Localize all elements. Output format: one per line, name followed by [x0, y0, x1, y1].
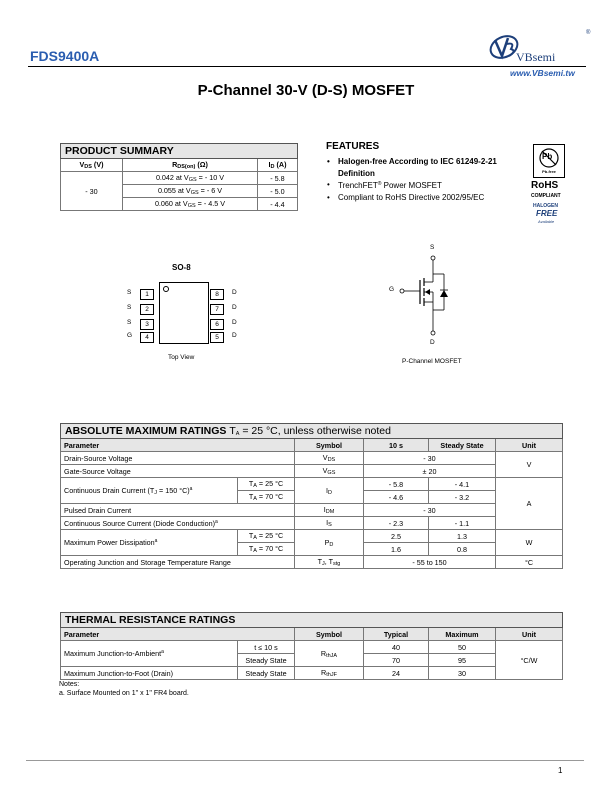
param-cell: Gate-Source Voltage [61, 465, 295, 478]
registered-mark: ® [586, 30, 591, 36]
symbol-cell: $I_D$ [295, 478, 364, 504]
part-number: FDS9400A [30, 48, 100, 64]
symbol-cell: $I_S$ [295, 517, 364, 530]
value-cell: - 2.3 [364, 517, 429, 530]
value-cell: - 3.2 [429, 491, 496, 504]
pin-number: 6 [210, 319, 224, 330]
id-value: - 4.4 [258, 198, 298, 211]
unit-cell: °C/W [496, 641, 563, 680]
col-unit: Unit [496, 628, 563, 641]
pin-layout [124, 287, 244, 347]
symbol-cell: $P_D$ [295, 530, 364, 556]
table-row [61, 504, 563, 517]
value-cell: - 30 [364, 504, 496, 517]
pin-label: S [127, 304, 132, 311]
note-a: a. Surface Mounted on 1" x 1" FR4 board. [59, 690, 189, 697]
col-steady-state: Steady State [429, 439, 496, 452]
page-number: 1 [558, 766, 563, 775]
pin-label: S [127, 319, 132, 326]
param-cell: Maximum Junction-to-Foot (Drain) [61, 667, 238, 680]
features-list [326, 156, 526, 203]
table-row [61, 465, 563, 478]
table-row [61, 556, 563, 569]
vds-value: - 30 [61, 172, 123, 211]
pin-number: 7 [210, 304, 224, 315]
pin-number: 3 [140, 319, 154, 330]
table-row [61, 172, 298, 185]
value-cell: 2.5 [364, 530, 429, 543]
pin-number: 5 [210, 332, 224, 343]
symbol-cell: $R_{thJF}$ [295, 667, 364, 680]
pb-free-text: Pb-free [542, 169, 556, 174]
condition-cell: t ≤ 10 s [238, 641, 295, 654]
pin-label: D [232, 289, 237, 296]
pin-number: 4 [140, 332, 154, 343]
col-symbol: Symbol [295, 439, 364, 452]
col-rds: $R_{DS(on)}$ (Ω) [123, 159, 258, 172]
pin-label: D [232, 319, 237, 326]
value-cell: - 4.6 [364, 491, 429, 504]
value-cell: - 55 to 150 [364, 556, 496, 569]
col-typical: Typical [364, 628, 429, 641]
product-summary-table [60, 143, 298, 211]
value-cell: 24 [364, 667, 429, 680]
condition-cell: $T_A = 70$ °C [238, 491, 295, 504]
top-view-caption: Top View [168, 354, 195, 361]
id-value: - 5.0 [258, 185, 298, 198]
col-parameter: Parameter [61, 439, 295, 452]
value-cell: - 1.1 [429, 517, 496, 530]
free-text: FREE [536, 209, 558, 218]
pin-number: 8 [210, 289, 224, 300]
condition-cell: $T_A = 25$ °C [238, 530, 295, 543]
value-cell: - 30 [364, 452, 496, 465]
param-cell: Drain-Source Voltage [61, 452, 295, 465]
col-vds: $V_{DS}$ (V) [61, 159, 123, 172]
footer-divider [26, 760, 584, 761]
table-row [61, 452, 563, 465]
value-cell: 1.6 [364, 543, 429, 556]
abs-max-heading: ABSOLUTE MAXIMUM RATINGS $T_A = 25$ °C, unless otherwise noted [61, 424, 563, 439]
notes-heading: Notes: [59, 681, 80, 688]
table-row [61, 517, 563, 530]
param-cell: Continuous Source Current (Diode Conduction)$^a$ [61, 517, 295, 530]
condition-cell: Steady State [238, 667, 295, 680]
condition-cell: $T_A = 70$ °C [238, 543, 295, 556]
value-cell: - 4.1 [429, 478, 496, 491]
param-cell: Maximum Junction-to-Ambient$^a$ [61, 641, 238, 667]
value-cell: - 5.8 [364, 478, 429, 491]
table-row [61, 667, 563, 680]
condition-cell: Steady State [238, 654, 295, 667]
feature-item: • Halogen-free According to IEC 61249-2-21 Definition [326, 156, 526, 179]
header-divider [28, 66, 586, 67]
symbol-cell: $R_{thJA}$ [295, 641, 364, 667]
product-summary-heading: PRODUCT SUMMARY [61, 144, 298, 159]
rohs-compliant-text: COMPLIANT [531, 193, 561, 199]
col-unit: Unit [496, 439, 563, 452]
unit-cell: V [496, 452, 563, 478]
drain-label: D [430, 339, 435, 346]
pb-text: Pb [542, 152, 553, 161]
page-title: P-Channel 30-V (D-S) MOSFET [197, 82, 415, 99]
mosfet-caption: P-Channel MOSFET [402, 358, 462, 365]
symbol-cell: $V_{DS}$ [295, 452, 364, 465]
table-row [61, 530, 563, 543]
param-cell: Operating Junction and Storage Temperature Range [61, 556, 295, 569]
value-cell: 95 [429, 654, 496, 667]
pb-free-badge [533, 144, 565, 178]
value-cell: ± 20 [364, 465, 496, 478]
table-row [61, 641, 563, 654]
col-parameter: Parameter [61, 628, 295, 641]
param-cell: Continuous Drain Current ($T_J = 150$ °C)$^a$ [61, 478, 238, 504]
col-maximum: Maximum [429, 628, 496, 641]
logo-text: VBsemi [516, 50, 556, 64]
unit-cell: W [496, 530, 563, 556]
table-row [61, 478, 563, 491]
available-text: Available [538, 219, 555, 224]
value-cell: 40 [364, 641, 429, 654]
rds-value: 0.055 at $V_{GS}$ = - 6 V [123, 185, 258, 198]
pin-label: G [127, 332, 133, 339]
rds-value: 0.060 at $V_{GS}$ = - 4.5 V [123, 198, 258, 211]
website-link[interactable]: www.VBsemi.tw [510, 68, 575, 78]
gate-label: G [389, 286, 395, 293]
col-symbol: Symbol [295, 628, 364, 641]
symbol-cell: $I_{DM}$ [295, 504, 364, 517]
pin-label: D [232, 304, 237, 311]
param-cell: Pulsed Drain Current [61, 504, 295, 517]
thermal-resistance-table [60, 612, 563, 680]
notes [59, 680, 189, 698]
feature-item: • TrenchFET® Power MOSFET [326, 179, 526, 192]
col-10s: 10 s [364, 439, 429, 452]
symbol-cell: $V_{GS}$ [295, 465, 364, 478]
value-cell: 0.8 [429, 543, 496, 556]
absolute-max-ratings-table [60, 423, 563, 569]
condition-cell: $T_A = 25$ °C [238, 478, 295, 491]
pin-label: S [127, 289, 132, 296]
pin-number: 2 [140, 304, 154, 315]
symbol-cell: $T_J$, $T_{stg}$ [295, 556, 364, 569]
package-title: SO-8 [172, 263, 191, 272]
rohs-text: RoHS [531, 180, 559, 191]
mosfet-symbol [380, 244, 470, 349]
col-id: $I_D$ (A) [258, 159, 298, 172]
pin-number: 1 [140, 289, 154, 300]
value-cell: 50 [429, 641, 496, 654]
thermal-heading: THERMAL RESISTANCE RATINGS [61, 613, 563, 628]
id-value: - 5.8 [258, 172, 298, 185]
unit-cell: A [496, 478, 563, 530]
value-cell: 1.3 [429, 530, 496, 543]
rds-value: 0.042 at $V_{GS}$ = - 10 V [123, 172, 258, 185]
p-channel-mosfet-icon [380, 244, 470, 349]
unit-cell: °C [496, 556, 563, 569]
param-cell: Maximum Power Dissipation$^a$ [61, 530, 238, 556]
halogen-text: HALOGEN [533, 203, 558, 209]
features-heading: FEATURES [326, 141, 380, 152]
pin-label: D [232, 332, 237, 339]
value-cell: 30 [429, 667, 496, 680]
feature-item: • Compliant to RoHS Directive 2002/95/EC [326, 192, 526, 204]
source-label: S [430, 244, 435, 251]
value-cell: 70 [364, 654, 429, 667]
